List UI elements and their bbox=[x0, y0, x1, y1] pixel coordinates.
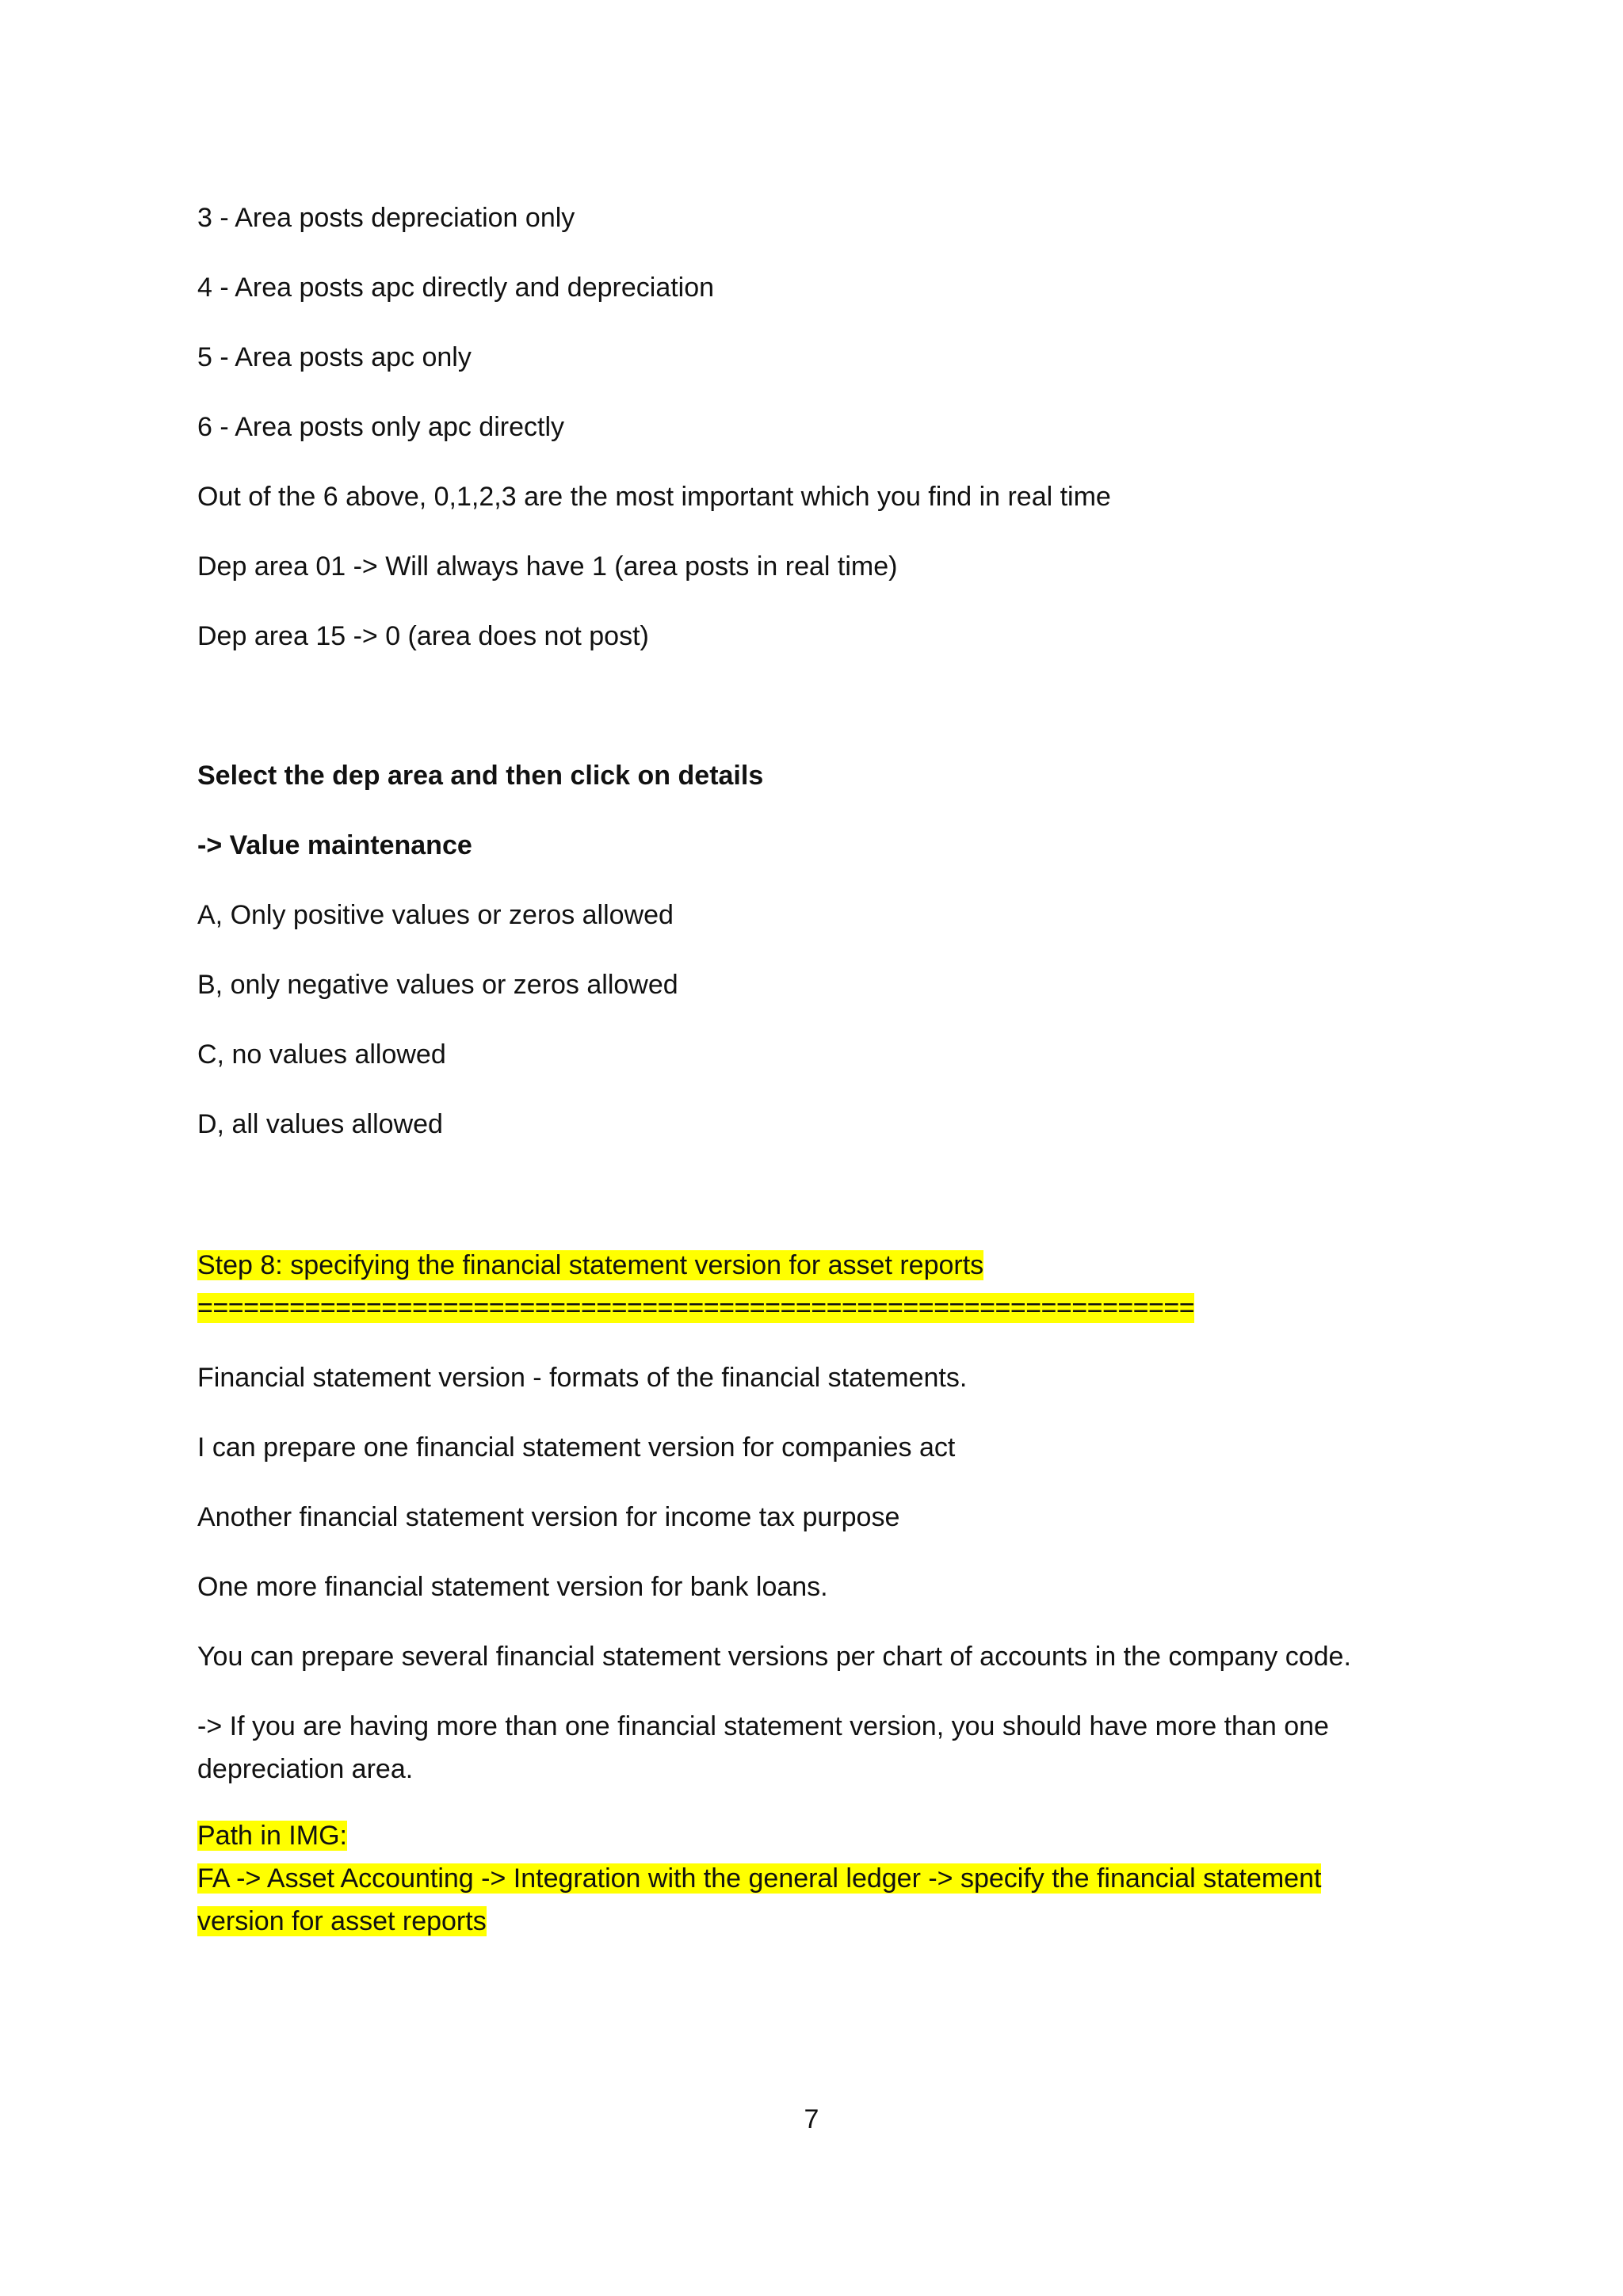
separator-text: ================================================================= bbox=[197, 1293, 1195, 1323]
text-line: Dep area 15 -> 0 (area does not post) bbox=[197, 621, 649, 651]
text-line: 6 - Area posts only apc directly bbox=[197, 412, 565, 442]
img-path-continued bbox=[197, 1900, 487, 1943]
list-item: C, no values allowed bbox=[197, 1039, 446, 1070]
list-item: B, only negative values or zeros allowed bbox=[197, 970, 678, 1000]
img-path-label bbox=[197, 1814, 347, 1857]
img-path-label-text: Path in IMG: bbox=[197, 1821, 347, 1851]
text-line: Financial statement version - formats of the financial statements. bbox=[197, 1363, 968, 1393]
separator-line bbox=[197, 1287, 1194, 1329]
step-heading-text: Step 8: specifying the financial statement version for asset reports bbox=[197, 1250, 984, 1280]
list-item: D, all values allowed bbox=[197, 1109, 443, 1139]
text-line: One more financial statement version for bank loans. bbox=[197, 1572, 828, 1602]
page-number: 7 bbox=[804, 2104, 819, 2134]
step-heading bbox=[197, 1244, 983, 1287]
subsection-heading: -> Value maintenance bbox=[197, 830, 472, 860]
text-line: depreciation area. bbox=[197, 1754, 414, 1784]
img-path-text: FA -> Asset Accounting -> Integration with the general ledger -> specify the financial statement bbox=[197, 1863, 1322, 1894]
img-path bbox=[197, 1857, 1321, 1900]
text-line: 4 - Area posts apc directly and depreciation bbox=[197, 273, 715, 303]
text-line: You can prepare several financial statement versions per chart of accounts in the company code. bbox=[197, 1642, 1351, 1672]
text-line: 5 - Area posts apc only bbox=[197, 342, 472, 372]
text-line: Out of the 6 above, 0,1,2,3 are the most important which you find in real time bbox=[197, 482, 1111, 512]
text-line: Another financial statement version for income tax purpose bbox=[197, 1502, 900, 1532]
list-item: A, Only positive values or zeros allowed bbox=[197, 900, 674, 930]
text-line: 3 - Area posts depreciation only bbox=[197, 203, 575, 233]
text-line: Dep area 01 -> Will always have 1 (area posts in real time) bbox=[197, 551, 898, 582]
text-line: I can prepare one financial statement version for companies act bbox=[197, 1432, 956, 1463]
section-heading: Select the dep area and then click on details bbox=[197, 761, 764, 791]
text-line: -> If you are having more than one financial statement version, you should have more than one bbox=[197, 1711, 1329, 1741]
img-path-continued-text: version for asset reports bbox=[197, 1906, 487, 1936]
